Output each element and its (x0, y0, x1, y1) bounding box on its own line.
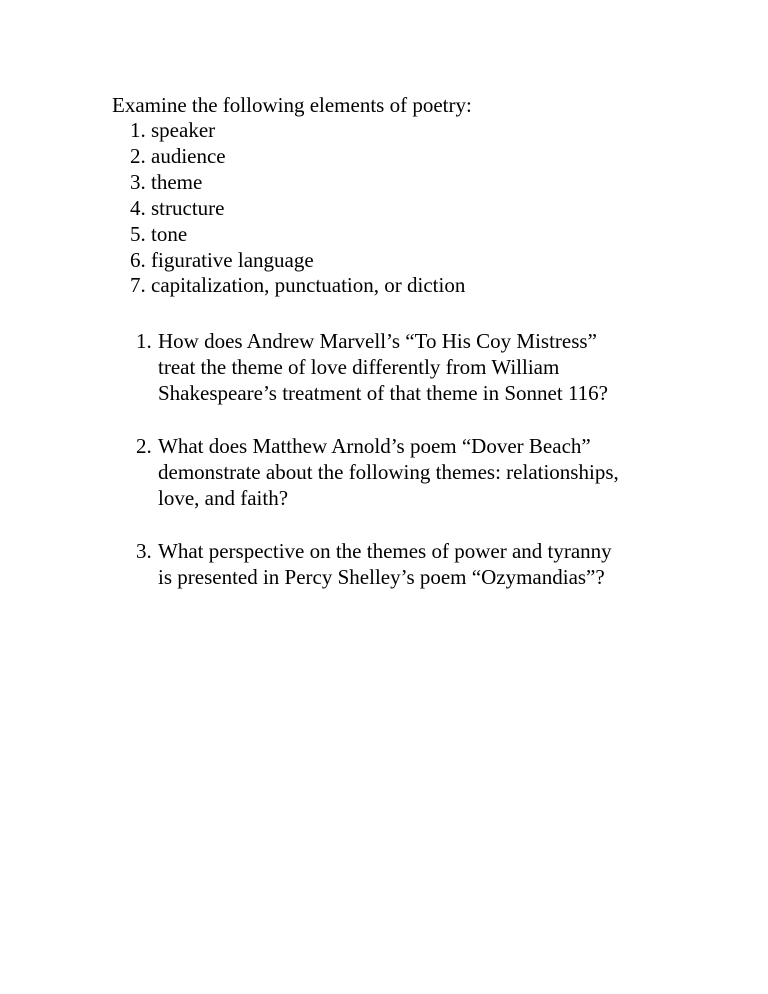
question-line: How does Andrew Marvell’s “To His Coy Mistress” (158, 329, 597, 353)
question-text (158, 328, 658, 406)
question-line: What perspective on the themes of power and tyranny (158, 539, 612, 563)
element-label: capitalization, punctuation, or diction (151, 273, 466, 298)
element-label: audience (151, 143, 226, 168)
question-item (136, 538, 676, 590)
intro-heading: Examine the following elements of poetry: (112, 93, 472, 117)
question-text (158, 433, 658, 511)
element-label: structure (151, 195, 225, 220)
question-number: 1. (136, 329, 152, 353)
question-line: Shakespeare’s treatment of that theme in Sonnet 116? (158, 381, 609, 405)
question-line: treat the theme of love differently from William (158, 355, 560, 379)
poetry-element-item (130, 273, 465, 299)
element-label: tone (151, 221, 188, 246)
questions-list (136, 328, 676, 617)
question-item (136, 433, 676, 511)
element-label: figurative language (151, 247, 314, 272)
poetry-element-item (130, 144, 465, 170)
question-line: demonstrate about the following themes: relationships, (158, 460, 619, 484)
element-number: 2. (130, 143, 146, 168)
question-line: is presented in Percy Shelley’s poem “Ozymandias”? (158, 565, 605, 589)
question-line: love, and faith? (158, 486, 289, 510)
poetry-element-item (130, 170, 465, 196)
element-label: theme (151, 169, 203, 194)
element-label: speaker (151, 118, 216, 142)
element-number: 3. (130, 169, 146, 194)
poetry-elements-list (130, 118, 465, 299)
poetry-element-item (130, 196, 465, 222)
poetry-element-item (130, 222, 465, 248)
question-item (136, 328, 676, 406)
question-number: 2. (136, 434, 152, 458)
element-number: 6. (130, 247, 146, 272)
element-number: 1. (130, 118, 146, 142)
element-number: 5. (130, 221, 146, 246)
poetry-element-item (130, 248, 465, 274)
question-number: 3. (136, 539, 152, 563)
question-text (158, 538, 658, 590)
element-number: 4. (130, 195, 146, 220)
question-line: What does Matthew Arnold’s poem “Dover Beach” (158, 434, 591, 458)
element-number: 7. (130, 273, 146, 298)
poetry-element-item (130, 118, 465, 144)
